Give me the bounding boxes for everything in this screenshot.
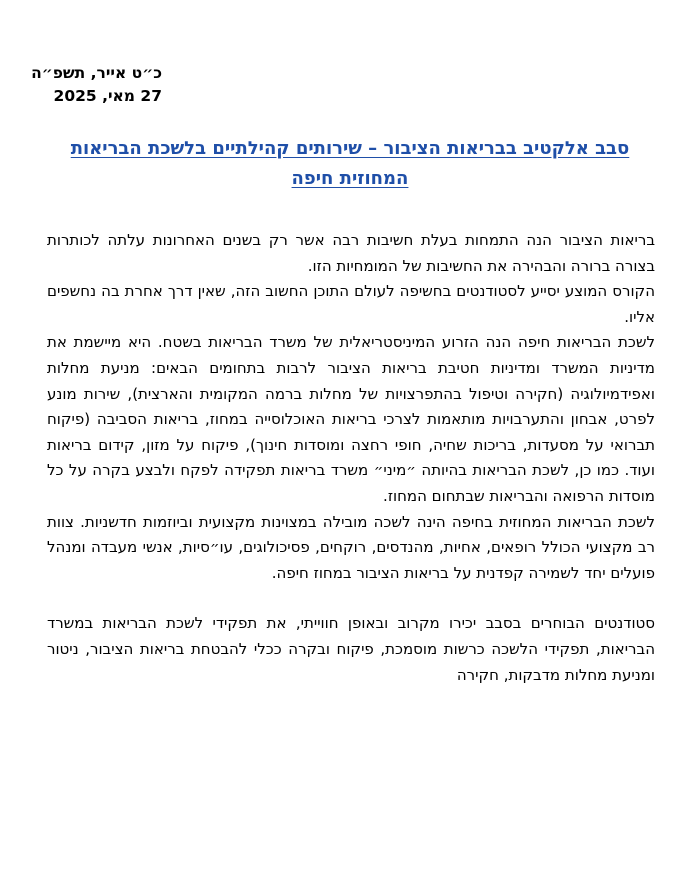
paragraph-office-excellence: לשכת הבריאות המחוזית בחיפה הינה לשכה מובילה במצוינות מקצועית וביוזמות חדשניות. צוות רב מקצועי הכולל רופאים, אחיות, מהנדסים, רוקחים, פסיכולוגים, עו״סיות, אנשי מעבדה ומנהל פועלים יחד לשמירה קפדנית על בריאות הציבור במחוז חיפה.: [47, 512, 655, 582]
document-date: [22, 62, 162, 108]
hebrew-date: כ״ט אייר, תשפ״ה: [31, 64, 162, 82]
document-title: סבב אלקטיב בבריאות הציבור – שירותים קהילתיים בלשכת הבריאות המחוזית חיפה: [70, 138, 630, 189]
paragraph-course: הקורס המוצע יסייע לסטודנטים בחשיפה לעולם התוכן החשוב הזה, שאין דרך אחרת בה נחשפים אליו.: [47, 282, 655, 326]
paragraph-students: סטודנטים הבוחרים בסבב יכירו מקרוב ובאופן חווייתי, את תפקידי לשכת הבריאות במשרד הבריאות, תפקידי הלשכה כרשות מוסמכת, פיקוח ובקרה ככלי להבטחת בריאות הציבור, ניטור ומניעת מחלות מדבקות, חקירה: [47, 614, 655, 684]
document-body: [47, 228, 655, 688]
gregorian-date: 27 מאי, 2025: [53, 87, 162, 105]
paragraph-intro: בריאות הציבור הנה התמחות בעלת חשיבות רבה אשר רק בשנים האחרונות עלתה לכותרות בצורה ברורה והבהירה את החשיבות של המומחיות הזו.: [47, 231, 655, 275]
paragraph-office-role: לשכת הבריאות חיפה הנה הזרוע המיניסטריאלית של משרד הבריאות בשטח. היא מיישמת את מדיניות המשרד ומדיניות חטיבת בריאות הציבור לרבות בתחומים הבאים: מניעת מחלות ואפידמיולוגיה (חקירה וטיפול בהתפרצויות של מחלות ברמה המקומית והארצית), שירות מונע לפרט, אבחון והתערבויות מותאמות לצרכי בריאות האוכלוסייה במחוז, בריאות הסביבה (פיקוח תברואי על מסעדות, בריכות שחיה, חופי רחצה ומוסדות חינוך), פיקוח על מזון, קידום בריאות ועוד. כמו כן, לשכת הבריאות בהיותה ״מיני״ משרד בריאות תפקידה לפקח ולבצע בקרה על כל מוסדות הרפואה והבריאות שבתחום המחוז.: [47, 333, 655, 505]
